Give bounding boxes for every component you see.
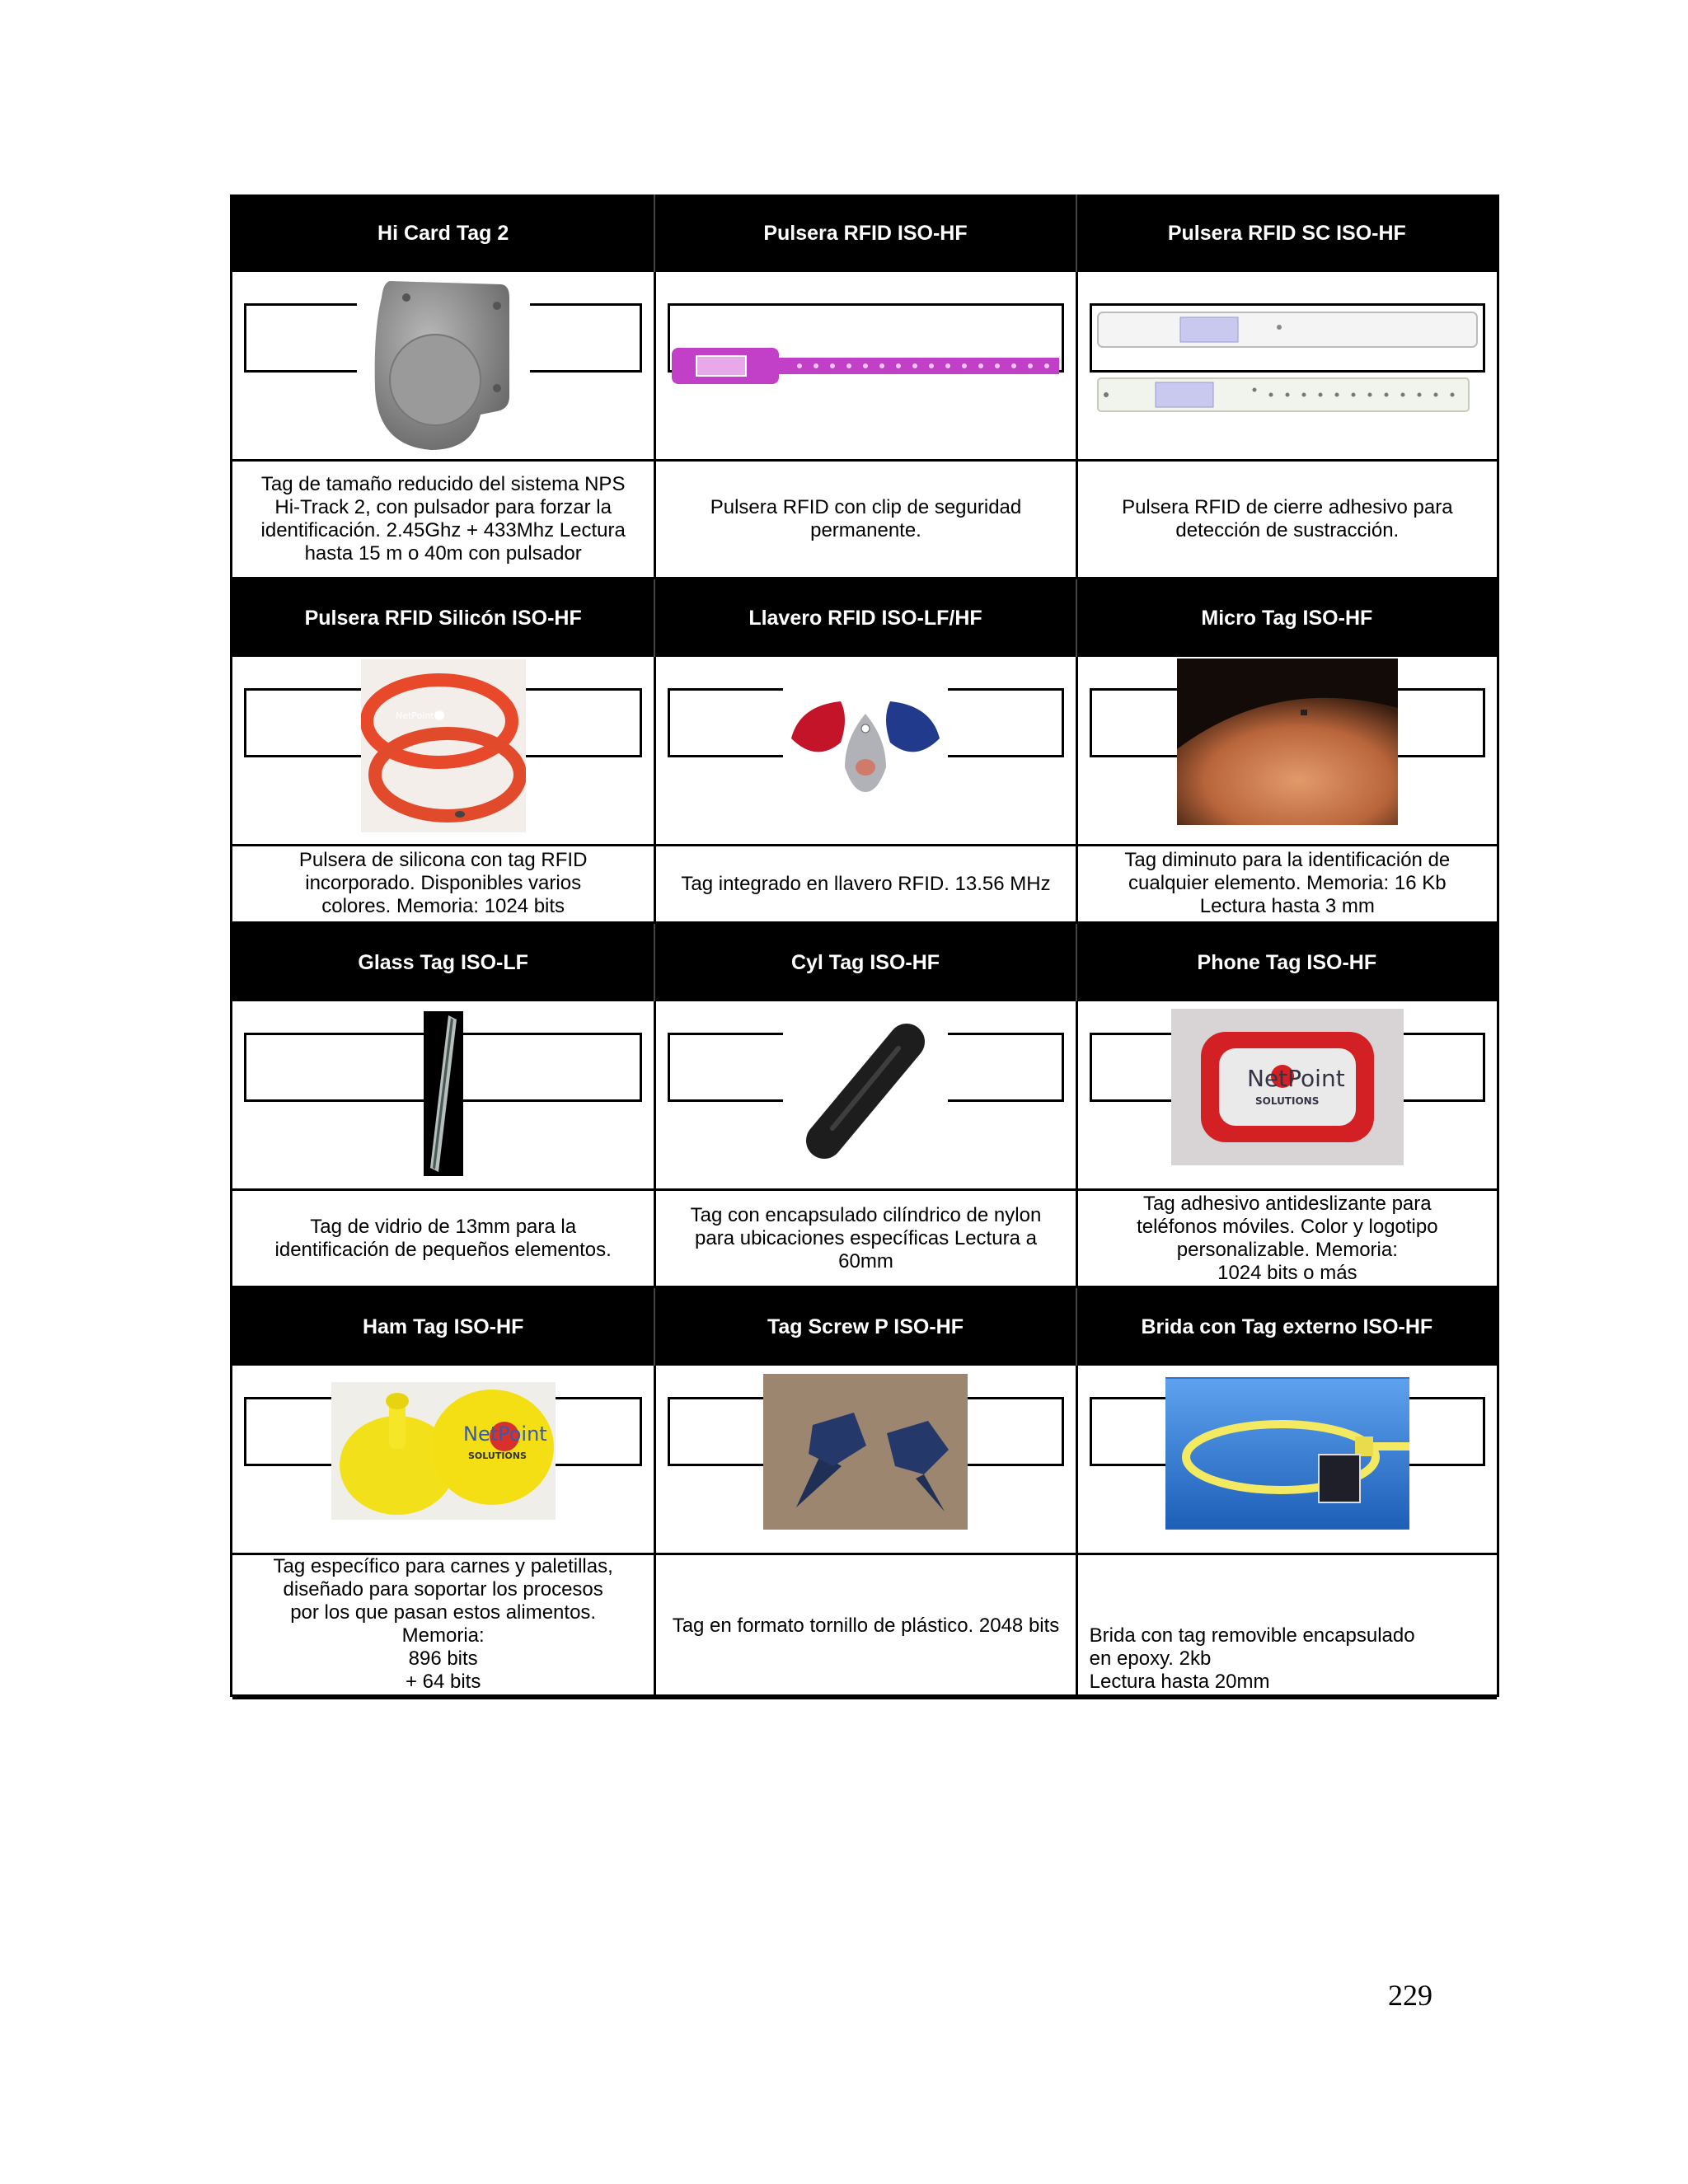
product-image-cell-glass-tag: [232, 1001, 654, 1191]
micro-tag-fingertip-photo: [1177, 658, 1398, 824]
pulsera-rfid-photo: [672, 338, 1059, 393]
product-image-cell-pulsera-rfid-sc: [1076, 272, 1497, 462]
svg-text:SOLUTIONS: SOLUTIONS: [1254, 1094, 1320, 1107]
product-description-glass-tag: Tag de vidrio de 13mm para la identificación de pequeños elementos.: [232, 1191, 654, 1288]
product-description-brida-tag: Brida con tag removible encapsulado en epoxy. 2kb Lectura hasta 20mm: [1076, 1555, 1497, 1699]
product-image-cell-hi-card-tag: [232, 272, 654, 462]
product-title-llavero-rfid: Llavero RFID ISO-LF/HF: [654, 579, 1075, 657]
pulsera-silicon-photo: [361, 658, 526, 832]
product-title-cyl-tag: Cyl Tag ISO-HF: [654, 924, 1075, 1001]
llavero-rfid-photo: [783, 682, 948, 811]
svg-text:NetPoint: NetPoint: [395, 710, 434, 721]
product-description-cyl-tag: Tag con encapsulado cilíndrico de nylon para ubicaciones específicas Lectura a 60mm: [654, 1191, 1075, 1288]
netpoint-logo-icon: [434, 710, 444, 720]
product-image-cell-ham-tag: [232, 1366, 654, 1555]
svg-text:SOLUTIONS: SOLUTIONS: [467, 1450, 527, 1461]
product-image-cell-pulsera-rfid: [654, 272, 1075, 462]
product-description-micro-tag: Tag diminuto para la identificación de cualquier elemento. Memoria: 16 Kb Lectura hasta 3 mm: [1076, 846, 1497, 924]
product-description-hi-card-tag: Tag de tamaño reducido del sistema NPS Hi-Track 2, con pulsador para forzar la identificación. 2.45Ghz + 433Mhz Lectura hasta 15 m o 40m con pulsador: [232, 462, 654, 579]
page-number: 229: [1388, 1979, 1432, 2012]
product-title-glass-tag: Glass Tag ISO-LF: [232, 924, 654, 1001]
product-image-cell-pulsera-silicon: [232, 657, 654, 846]
tag-screw-photo: [763, 1374, 968, 1530]
cyl-tag-photo: [783, 1010, 948, 1172]
product-description-pulsera-rfid-sc: Pulsera RFID de cierre adhesivo para detección de sustracción.: [1076, 462, 1497, 579]
product-title-pulsera-silicon: Pulsera RFID Silicón ISO-HF: [232, 579, 654, 657]
hi-card-tag-photo: [357, 274, 530, 451]
product-description-llavero-rfid: Tag integrado en llavero RFID. 13.56 MHz: [654, 846, 1075, 924]
phone-tag-photo: [1171, 1010, 1404, 1164]
product-image-cell-brida-tag: [1076, 1366, 1497, 1555]
product-description-tag-screw: Tag en formato tornillo de plástico. 2048 bits: [654, 1555, 1075, 1699]
rfid-tag-catalog-table: [230, 194, 1499, 1697]
product-title-pulsera-rfid-sc: Pulsera RFID SC ISO-HF: [1076, 194, 1497, 272]
product-image-cell-micro-tag: [1076, 657, 1497, 846]
product-description-ham-tag: Tag específico para carnes y paletillas, diseñado para soportar los procesos por los que pasan estos alimentos. Memoria: 896 bits + 64 bits: [232, 1555, 654, 1699]
product-description-pulsera-rfid: Pulsera RFID con clip de seguridad permanente.: [654, 462, 1075, 579]
ham-tag-photo: [331, 1382, 556, 1520]
glass-tag-photo: [424, 1011, 463, 1175]
svg-text:NetPoint: NetPoint: [462, 1422, 547, 1446]
product-image-cell-phone-tag: [1076, 1001, 1497, 1191]
product-title-pulsera-rfid: Pulsera RFID ISO-HF: [654, 194, 1075, 272]
product-title-brida-tag: Brida con Tag externo ISO-HF: [1076, 1288, 1497, 1366]
product-title-micro-tag: Micro Tag ISO-HF: [1076, 579, 1497, 657]
product-title-phone-tag: Phone Tag ISO-HF: [1076, 924, 1497, 1001]
product-image-cell-llavero-rfid: [654, 657, 1075, 846]
product-title-ham-tag: Ham Tag ISO-HF: [232, 1288, 654, 1366]
product-image-cell-cyl-tag: [654, 1001, 1075, 1191]
brida-tag-photo: [1165, 1377, 1409, 1530]
product-description-pulsera-silicon: Pulsera de silicona con tag RFID incorporado. Disponibles varios colores. Memoria: 1024 bits: [232, 846, 654, 924]
svg-text:NetPoint: NetPoint: [1246, 1064, 1345, 1092]
product-title-hi-card-tag: Hi Card Tag 2: [232, 194, 654, 272]
product-description-phone-tag: Tag adhesivo antideslizante para teléfonos móviles. Color y logotipo personalizable. Memoria: 1024 bits o más: [1076, 1191, 1497, 1288]
product-title-tag-screw: Tag Screw P ISO-HF: [654, 1288, 1075, 1366]
product-image-cell-tag-screw: [654, 1366, 1075, 1555]
pulsera-rfid-sc-photo: [1090, 305, 1485, 426]
